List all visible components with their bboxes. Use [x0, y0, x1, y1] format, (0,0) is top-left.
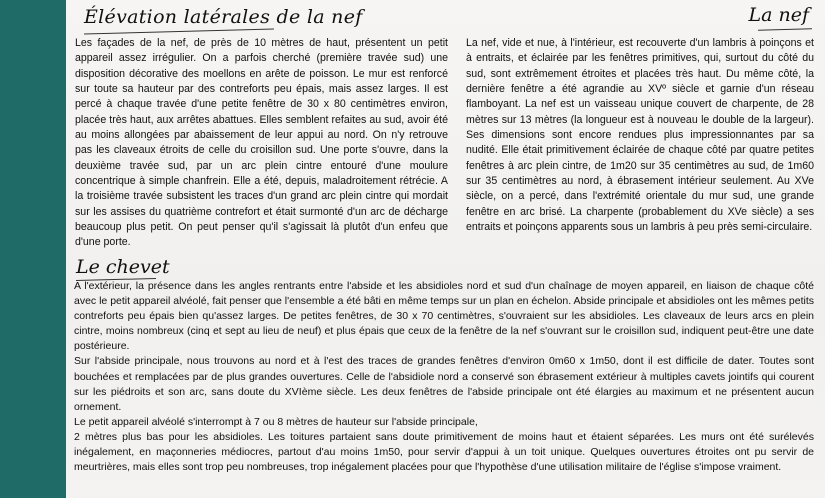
chevet-section	[74, 279, 814, 475]
heading-le-chevet: Le chevet	[76, 256, 170, 278]
paragraph-elevation: Les façades de la nef, de près de 10 mètres de haut, présentent un petit appareil assez irrégulier. On a parfois cherché (première travée sud) une disposition décorative des moellons en arête de poisson. Le mur est renforcé sur toute sa hauteur par des contreforts peu épais, mais assez larges. Il est percé à chaque travée d'une petite fenêtre de 30 x 80 centimètres environ, placée très haut, aux arrêtes abattues. Elles semblent refaites au sud, avoir été au moins allongées par abaissement de leur appui au nord. On n'y retrouve pas les claveaux étroits de celle du croisillon sud. Une porte s'ouvre, dans la deuxième travée sud, par un arc plein cintre entouré d'une moulure concentrique à simple chanfrein. Elle a été, depuis, maladroitement rétrécie. A la troisième travée subsistent les traces d'un grand arc plein cintre qui mordait sur les assises du quatrième contrefort et était surmonté d'un arc de décharge beaucoup plus petit. On peut penser qu'il s'agissait là plutôt d'un enfeu que d'une porte.	[75, 37, 448, 249]
chevet-paragraph: 2 mètres plus bas pour les absidioles. Les toitures partaient sans doute primitivement de moins haut et étaient séparées. Les murs ont été surélevés inégalement, en maçonneries médiocres, partout d'au moins 1m50, pour servir d'appui à un toit unique. Quelques ouvertures étroites ont pu servir de meurtrières, mais elles sont trop peu nombreuses, trop inégalement placées pour que l'hypothèse d'une utilisation militaire de l'église s'impose vraiment.	[74, 430, 814, 474]
chevet-paragraph: Le petit appareil alvéolé s'interrompt à 7 ou 8 mètres de hauteur sur l'abside principale,	[74, 415, 478, 428]
paragraph-nef: La nef, vide et nue, à l'intérieur, est recouverte d'un lambris à poinçons et à entraits, et éclairée par les fenêtres primitives, qui, surtout du côté du sud, sont extrêmement étroites et placées très haut. Du même côté, la dernière fenêtre a été agrandie au XVº siècle et garnie d'un réseau flamboyant. La nef est un vaisseau unique couvert de charpente, de 28 mètres sur 13 mètres (la longueur est à nouveau le double de la largeur). Ses dimensions sont encore rendues plus impressionnantes par sa nudité. Elle était primitivement éclairée de chaque côté par quatre petites fenêtres à arc plein cintre, de 1m20 sur 35 centimètres au sud, de 1m60 sur 35 centimètres au nord, à ébrasement intérieur seulement. Au XVe siècle, on a percé, dans l'extrémité orientale du mur sud, une grande fenêtre en arc brisé. La charpente (probablement du XVe siècle) a ses entraits et poinçons apparents sous un lambris à peu près semi-circulaire.	[466, 37, 814, 234]
chevet-paragraph: A l'extérieur, la présence dans les angles rentrants entre l'abside et les absidioles nord et sud d'un chaînage de moyen appareil, en liaison de chaque côté avec le petit appareil alvéolé, fait penser que l'ensemble a été bâti en même temps sur un plan en échelon. Abside principale et absidioles ont les mêmes petits contreforts peu épais bien qu'assez larges. De petites fenêtres, de 30 x 70 centimètres, s'ouvraient sur les absidioles. Les claveaux de leurs arcs en plein cintre, moins nombreux (cinq et sept au lieu de neuf) et plus épais que ceux de la fenêtre de la nef s'ouvrant sur le croisillon sud, indiquent peut-être une date postérieure.	[74, 280, 814, 353]
heading-la-nef: La nef	[748, 4, 809, 26]
chevet-paragraph: Sur l'abside principale, nous trouvons au nord et à l'est des traces de grandes fenêtres d'environ 0m60 x 1m50, dont il est difficile de dater. Toutes sont bouchées et remplacées par de plus grandes ouvertures. Celle de l'absidiole nord a conservé son ébrasement extérieur à multiples cavets jointifs qui courent sur les piédroits et son arc, sans doute du XVIème siècle. Les deux fenêtres de l'abside principale ont été élargies au maximum et ne présentent aucun ornement.	[74, 355, 814, 413]
teal-side-band	[0, 0, 66, 498]
heading-elevation-laterales: Élévation latérales de la nef	[84, 6, 363, 28]
